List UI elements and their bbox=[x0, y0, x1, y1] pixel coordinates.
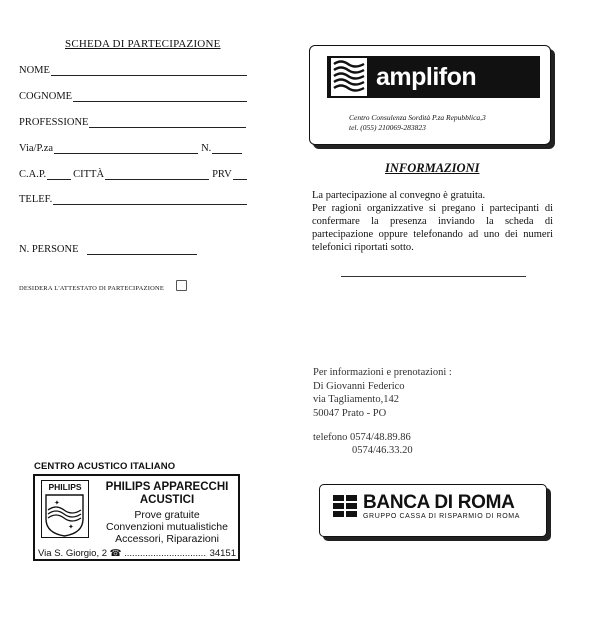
svg-text:✦: ✦ bbox=[68, 523, 74, 531]
amplifon-mark-icon bbox=[331, 58, 367, 96]
field-via-label: Via/P.za bbox=[19, 143, 54, 154]
contact-block bbox=[313, 366, 452, 420]
informazioni-title: INFORMAZIONI bbox=[385, 161, 480, 175]
field-cognome-label: COGNOME bbox=[19, 91, 73, 102]
svg-text:✦: ✦ bbox=[54, 499, 60, 507]
attestato-row bbox=[19, 278, 164, 292]
field-persone-label: N. PERSONE bbox=[19, 244, 79, 255]
divider-line bbox=[341, 276, 526, 277]
field-cognome-line[interactable] bbox=[73, 91, 247, 102]
attestato-checkbox[interactable] bbox=[176, 280, 187, 291]
field-telef-line[interactable] bbox=[53, 194, 247, 205]
philips-logo-text: PHILIPS bbox=[48, 482, 82, 492]
field-numero-line[interactable] bbox=[212, 143, 242, 154]
philips-address-row bbox=[38, 548, 236, 559]
field-via[interactable] bbox=[19, 140, 242, 154]
philips-title-line1: PHILIPS APPARECCHI bbox=[105, 481, 229, 493]
field-prv-line[interactable] bbox=[233, 169, 247, 180]
philips-phone: 34151 bbox=[209, 548, 236, 559]
field-via-line[interactable] bbox=[54, 143, 198, 154]
philips-line-accessori: Accessori, Riparazioni bbox=[115, 533, 219, 545]
informazioni-text bbox=[312, 189, 553, 254]
field-cap-citta[interactable] bbox=[19, 166, 247, 180]
informazioni-para1: La partecipazione al convegno è gratuita. bbox=[312, 190, 486, 201]
form-title: SCHEDA DI PARTECIPAZIONE bbox=[65, 38, 221, 50]
field-nome-line[interactable] bbox=[51, 65, 247, 76]
field-professione-label: PROFESSIONE bbox=[19, 117, 89, 128]
philips-title bbox=[96, 481, 238, 507]
banca-subtitle: GRUPPO CASSA DI RISPARMIO DI ROMA bbox=[363, 513, 520, 520]
field-telef[interactable] bbox=[19, 191, 247, 205]
philips-line-convenzioni: Convenzioni mutualistiche bbox=[106, 521, 228, 533]
field-cap-line[interactable] bbox=[47, 169, 71, 180]
field-professione-line[interactable] bbox=[89, 117, 246, 128]
field-citta-line[interactable] bbox=[105, 169, 209, 180]
attestato-label: DESIDERA L'ATTESTATO DI PARTECIPAZIONE bbox=[19, 285, 165, 292]
field-prv-label: PRV bbox=[212, 169, 232, 180]
field-nome-label: NOME bbox=[19, 65, 50, 76]
amplifon-info bbox=[349, 113, 486, 133]
field-telef-label: TELEF. bbox=[19, 194, 53, 205]
banca-logo-icon bbox=[333, 495, 359, 521]
field-cap-label: C.A.P. bbox=[19, 169, 47, 180]
amplifon-brand: amplifon bbox=[376, 63, 477, 91]
informazioni-para2: Per ragioni organizzative si pregano i partecipanti di confermare la presenza inviando la scheda di partecipazione oppure telefonando ad uno dei numeri telefonici riportati sotto. bbox=[312, 203, 553, 253]
field-persone[interactable] bbox=[19, 241, 197, 255]
contact-phone2: 0574/46.33.20 bbox=[352, 445, 413, 456]
field-cognome[interactable] bbox=[19, 88, 247, 102]
phone-icon: ☎ bbox=[109, 548, 122, 559]
philips-heading: CENTRO ACUSTICO ITALIANO bbox=[34, 461, 176, 472]
amplifon-address: Centro Consulenza Sordità P.za Repubblica,3 bbox=[349, 113, 486, 122]
amplifon-phone: tel. (055) 210069-283823 bbox=[349, 123, 426, 132]
field-persone-line[interactable] bbox=[87, 244, 197, 255]
contact-intro: Per informazioni e prenotazioni : bbox=[313, 367, 452, 378]
philips-shield-icon bbox=[42, 493, 87, 537]
contact-name: Di Giovanni Federico bbox=[313, 380, 405, 392]
philips-title-line2: ACUSTICI bbox=[139, 494, 195, 506]
philips-services bbox=[96, 509, 238, 545]
banca-name: BANCA DI ROMA bbox=[363, 492, 515, 513]
field-numero-label: N. bbox=[201, 143, 212, 154]
philips-address: Via S. Giorgio, 2 ☎ ............................... bbox=[38, 548, 206, 559]
field-citta-label: CITTÀ bbox=[73, 169, 105, 180]
philips-logo bbox=[41, 480, 89, 538]
field-professione[interactable] bbox=[19, 114, 246, 128]
contact-phone1: telefono 0574/48.89.86 bbox=[313, 432, 411, 443]
philips-line-prove: Prove gratuite bbox=[134, 509, 200, 521]
field-nome[interactable] bbox=[19, 62, 247, 76]
contact-city: 50047 Prato - PO bbox=[313, 407, 387, 419]
contact-street: via Tagliamento,142 bbox=[313, 394, 399, 405]
